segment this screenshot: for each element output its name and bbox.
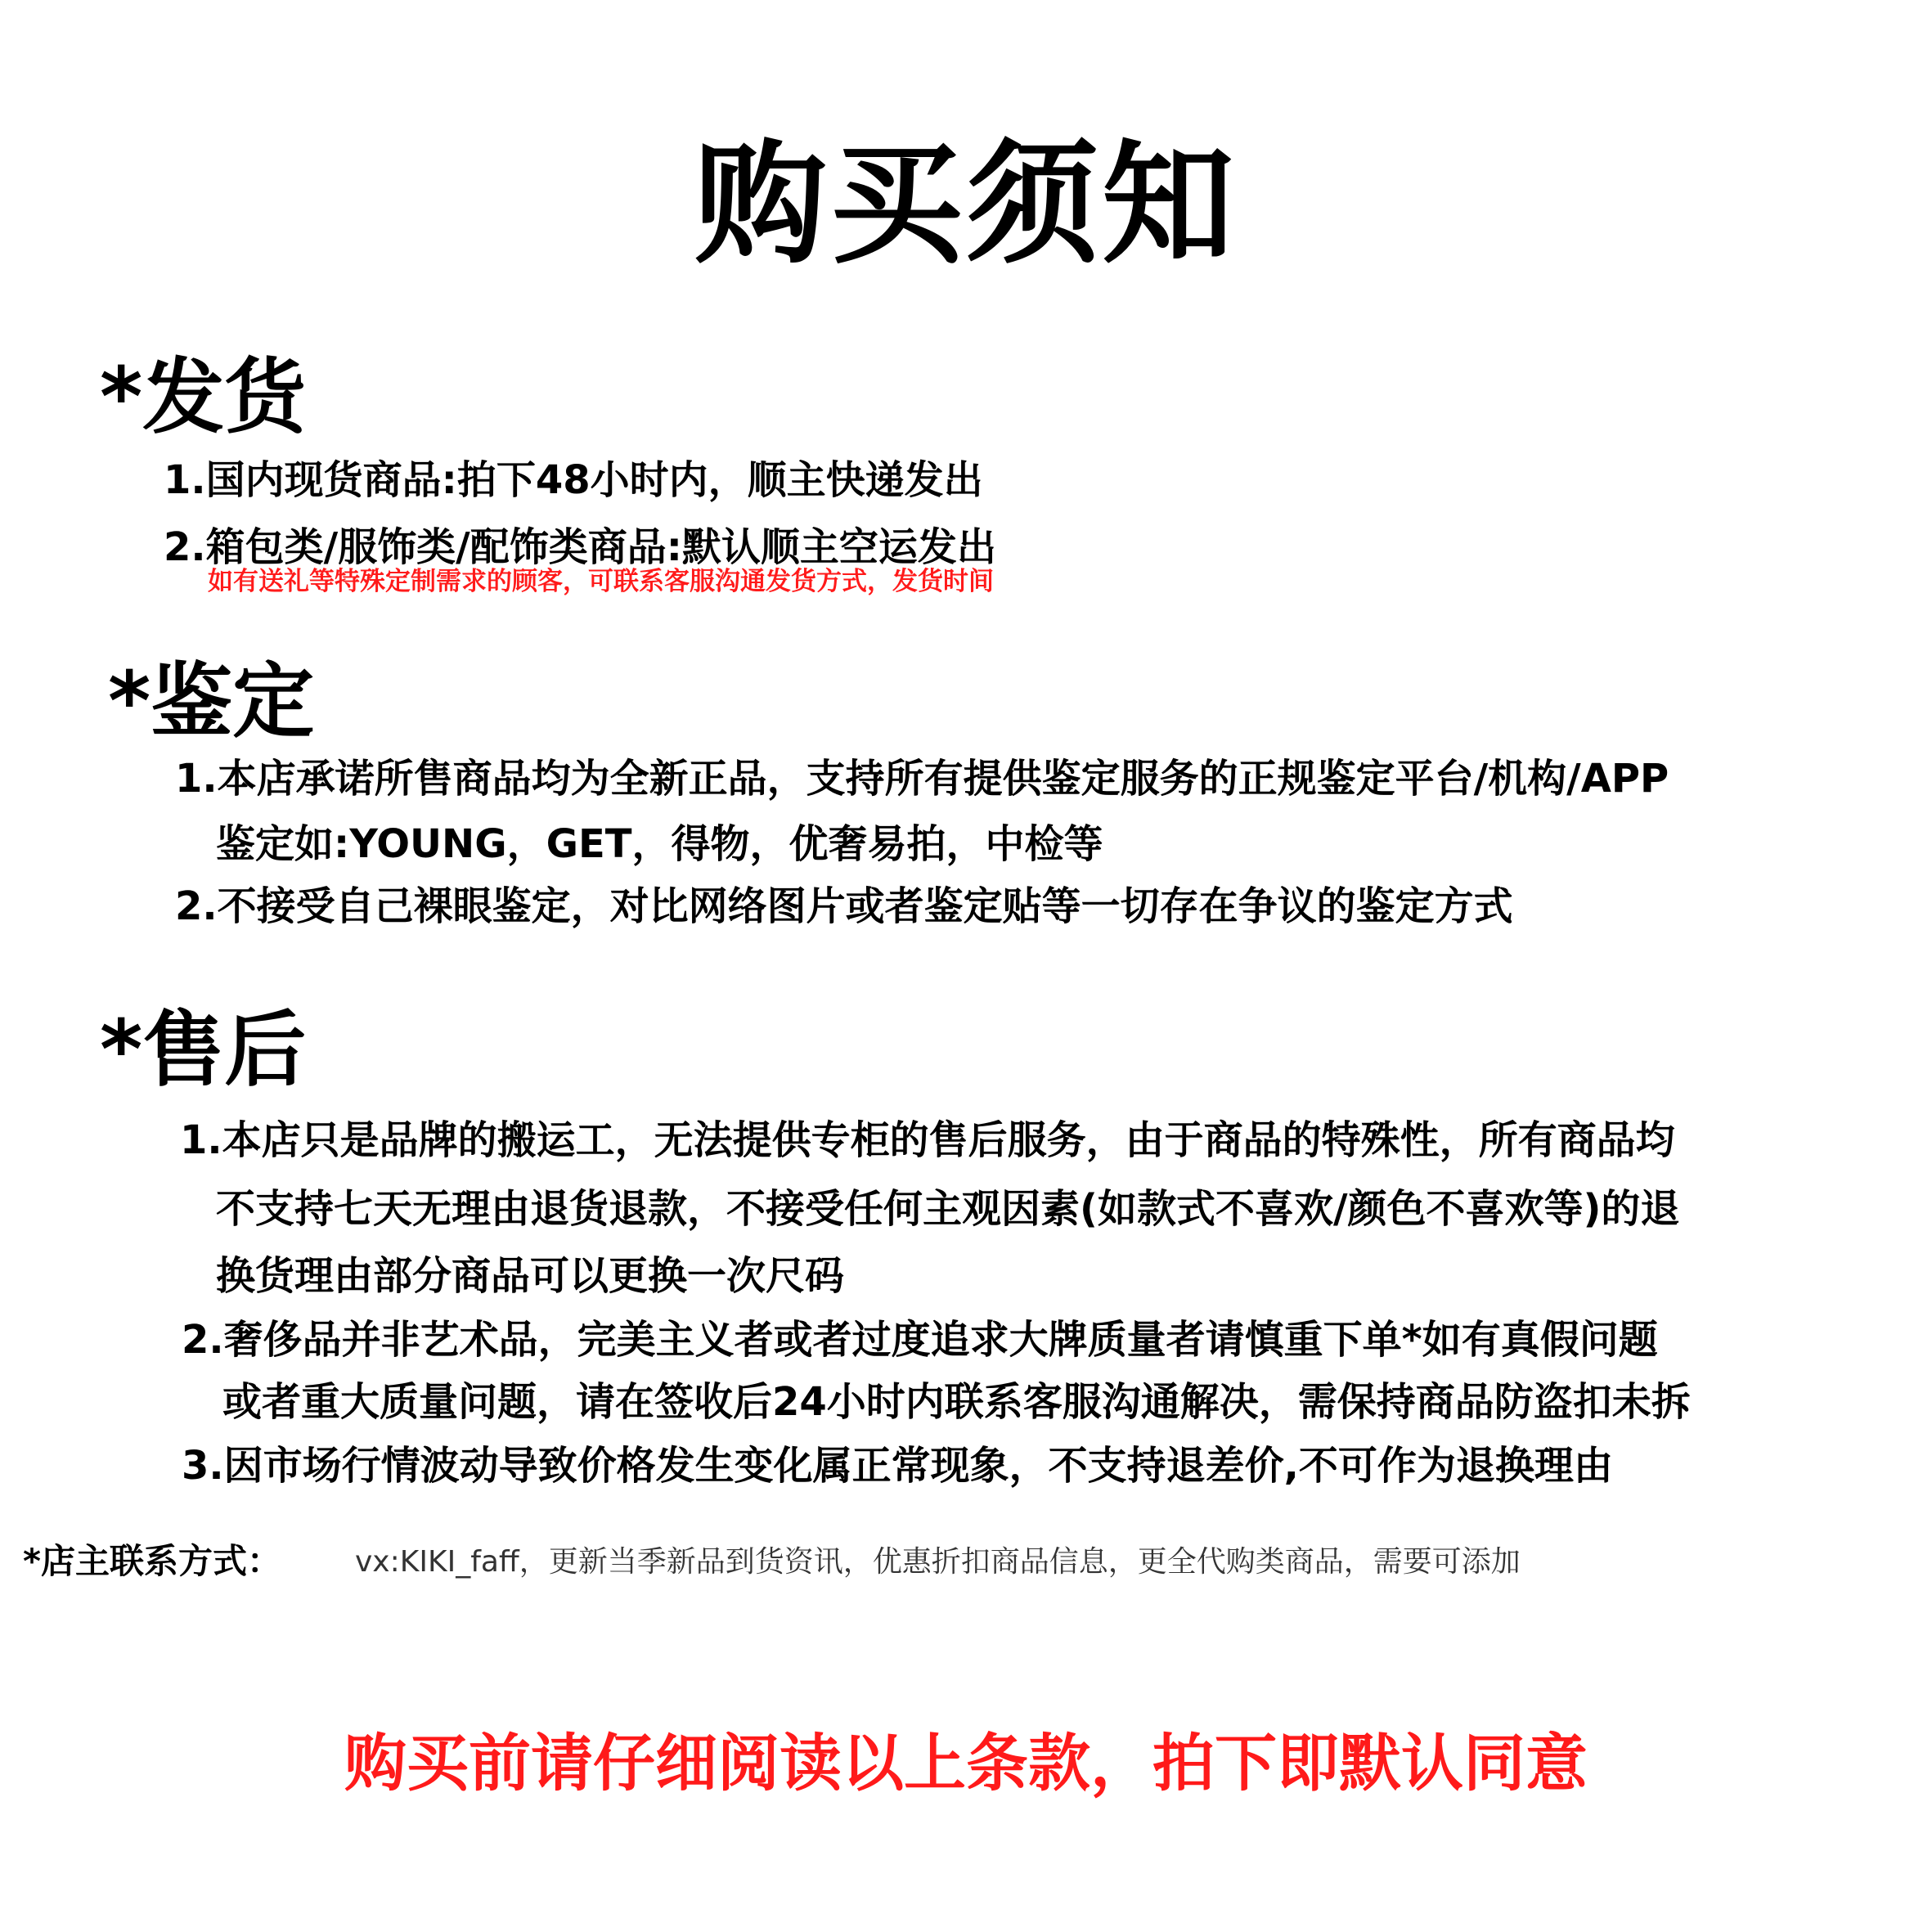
shipping-item-2: 2.箱包类/服饰类/配饰类商品:默认顺主空运发出 xyxy=(164,524,996,570)
authentication-item-1: 1.本店承诺所售商品均为全新正品，支持所有提供鉴定服务的正规鉴定平台/机构/APP xyxy=(175,756,1669,802)
after-sales-heading: *售后 xyxy=(100,1002,307,1098)
page-title: 购买须知 xyxy=(694,128,1238,282)
after-sales-item-2-cont: 或者重大质量问题，请在签收后24小时内联系客服沟通解决，需保持商品防盗扣未拆 xyxy=(222,1379,1691,1425)
contact-value: vx:KIKI_faff，更新当季新品到货资讯，优惠折扣商品信息，更全代购类商品，需要可添加 xyxy=(355,1545,1521,1579)
after-sales-item-1: 1.本店只是品牌的搬运工，无法提供专柜的售后服务，由于商品的特殊性，所有商品均 xyxy=(180,1117,1675,1163)
after-sales-item-1-cont-a: 不支持七天无理由退货退款，不接受任何主观因素(如款式不喜欢/颜色不喜欢等)的退 xyxy=(216,1186,1680,1232)
after-sales-item-2: 2.奢侈品并非艺术品，完美主义者或者过度追求大牌质量者请慎重下单*如有真假问题 xyxy=(182,1317,1658,1363)
footer-agreement: 购买前请仔细阅读以上条款，拍下即默认同意 xyxy=(344,1727,1588,1799)
shipping-heading: *发货 xyxy=(100,349,307,445)
shipping-note: 如有送礼等特殊定制需求的顾客，可联系客服沟通发货方式，发货时间 xyxy=(208,567,994,596)
authentication-heading: *鉴定 xyxy=(108,654,315,749)
after-sales-item-3: 3.因市场行情波动导致价格发生变化属正常现象，不支持退差价,不可作为退换理由 xyxy=(182,1443,1613,1489)
authentication-item-1-cont: 鉴定如:YOUNG，GET，得物，优奢易拍，中检等 xyxy=(216,821,1103,867)
after-sales-item-1-cont-b: 换货理由部分商品可以更换一次尺码 xyxy=(216,1253,845,1299)
authentication-item-2: 2.不接受自己裸眼鉴定，对比网络图片或者鉴定贴等一切存在争议的鉴定方式 xyxy=(175,883,1513,929)
contact-label: *店主联系方式： xyxy=(23,1541,281,1581)
shipping-item-1: 1.国内现货商品:拍下48小时内，顺主快递发出 xyxy=(164,457,983,503)
